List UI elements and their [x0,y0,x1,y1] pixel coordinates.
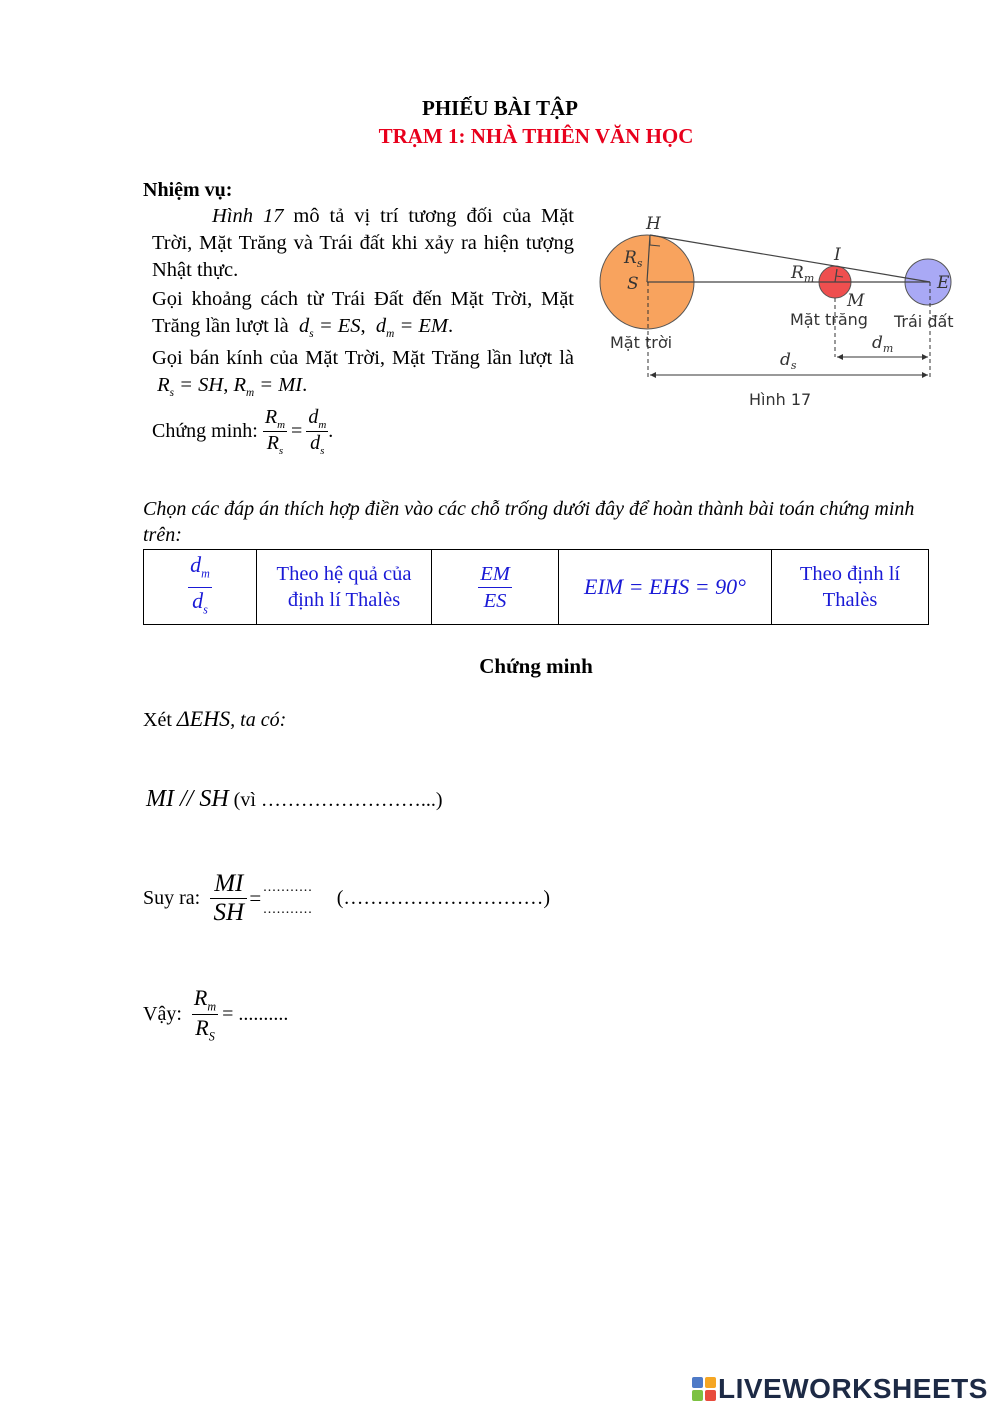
sun-name: Mặt trời [610,333,673,352]
label-m: M [847,291,865,311]
formula-rs: $R_s$ = SH [157,374,224,400]
worksheet-title: PHIẾU BÀI TẬP [422,96,578,120]
figure-caption: Hình 17 [749,390,812,409]
label-ds: $d_s$ [780,350,797,372]
proof-parallel-line: MI // SH (vì ……………………...) [146,786,443,812]
conclusion-answer-blank[interactable]: = .......... [222,1003,289,1026]
proof-suyra-line: Suy ra: $\frac{MI}{SH}$ = ........... ........... (…………………………) [143,870,551,926]
option-thales-corollary[interactable]: Theo hệ quả của định lí Thalès [257,550,432,625]
fraction-rm-rs: $\frac{R_m}{R_s}$ [264,406,286,457]
label-h: H [646,214,661,234]
answer-options-table [143,549,929,625]
logo-text: LIVEWORKSHEETS [718,1373,988,1404]
proof-conclusion-line: Vậy: $\frac{R_m}{R_S}$ = .......... [143,985,289,1044]
instruction-text: Chọn các đáp án thích hợp điền vào các chỗ trống dưới đây để hoàn thành bài toán chứng minh trên: [143,498,915,546]
label-e: E [937,273,950,293]
label-rs: $R_s$ [624,248,643,270]
label-dm: $d_m$ [872,333,894,355]
eclipse-diagram [590,205,980,415]
earth-name: Trái đất [894,312,954,331]
parallel-reason-blank[interactable]: (vì ……………………...) [233,789,443,811]
fraction-mi-sh: $\frac{MI}{SH}$ [210,870,247,927]
proof-heading: Chứng minh [479,654,593,678]
label-i: I [834,245,841,265]
moon-name: Mặt trăng [790,310,868,329]
liveworksheets-logo [692,1373,988,1405]
task-heading: Nhiệm vụ: [143,179,233,201]
suyra-answer-blank[interactable]: ........... ........... [263,879,313,917]
proof-consider-line: Xét ΔEHS, ta có: [143,706,287,731]
option-right-angles[interactable]: EIM = EHS = 90° [559,550,772,625]
task-paragraph-2: Gọi khoảng cách từ Trái Đất đến Mặt Trời, Mặt Trăng lần lượt là $d_s$ = ES, $d_m$ = EM. [152,288,574,341]
option-em-es[interactable]: $\frac{EM}{ES}$ [432,550,559,625]
label-rm: $R_m$ [791,263,815,285]
fraction-dm-ds: $\frac{d_m}{d_s}$ [308,406,327,457]
option-thales-theorem[interactable]: Theo định lí Thalès [772,550,929,625]
figure-reference: Hình 17 [212,205,284,227]
station-title: TRẠM 1: NHÀ THIÊN VĂN HỌC [378,124,694,148]
option-dm-ds[interactable]: $\frac{d_m}{d_s}$ [144,550,257,625]
task-paragraph-1: Hình 17 mô tả vị trí tương đối của Mặt Trời, Mặt Trăng và Trái đất khi xảy ra hiện tượng Nhật thực. [152,205,575,281]
formula-dm: $d_m$ = EM [375,315,448,341]
formula-ds: $d_s$ = ES [299,315,361,341]
fraction-rm-rs-conclusion: $\frac{R_m}{R_S}$ [193,985,217,1044]
logo-icon [692,1377,716,1401]
task-paragraph-3: Gọi bán kính của Mặt Trời, Mặt Trăng lần lượt là $R_s$ = SH, $R_m$ = MI. [152,347,574,400]
formula-rm: $R_m$ = MI [233,374,303,400]
prove-statement: Chứng minh: $\frac{R_m}{R_s}$ = $\frac{d_m}{d_s}$ . [152,406,334,457]
label-s: S [627,274,639,294]
suyra-reason-blank[interactable]: (…………………………) [336,887,551,909]
